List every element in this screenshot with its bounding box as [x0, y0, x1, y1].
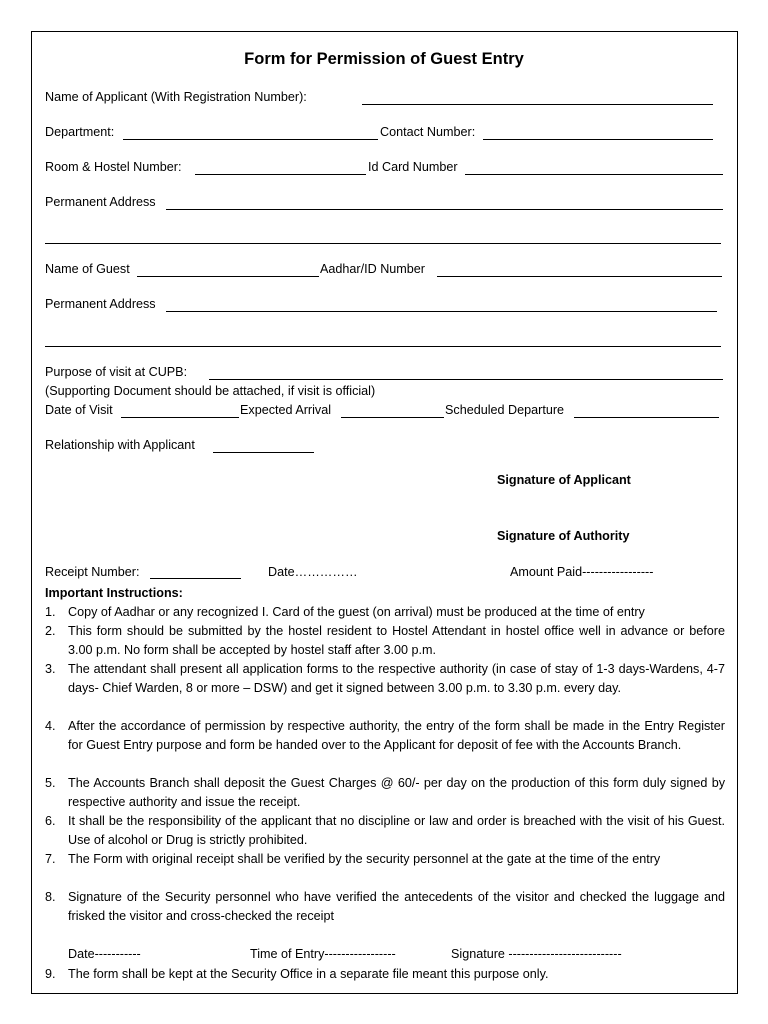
supporting-document-note: (Supporting Document should be attached, if visit is official)	[45, 384, 376, 398]
instruction-number: 8.	[45, 890, 56, 904]
purpose-label: Purpose of visit at CUPB:	[45, 365, 188, 379]
instruction-text: The Form with original receipt shall be verified by the security personnel at the gate at the time of the entry	[68, 852, 661, 866]
instruction-item	[45, 888, 725, 926]
applicant-name-field[interactable]	[362, 104, 713, 105]
guest-permanent-address-field-line2[interactable]	[45, 346, 721, 347]
instruction-text: Copy of Aadhar or any recognized I. Card of the guest (on arrival) must be produced at the time of entry	[68, 605, 645, 619]
instruction-number: 2.	[45, 624, 56, 638]
expected-arrival-label: Expected Arrival	[240, 403, 331, 417]
aadhar-id-label: Aadhar/ID Number	[320, 262, 425, 276]
instruction-number: 5.	[45, 776, 56, 790]
room-hostel-field[interactable]	[195, 174, 366, 175]
instruction-item	[45, 717, 725, 755]
instructions-heading: Important Instructions:	[45, 586, 183, 600]
instruction-item	[45, 850, 725, 869]
instruction-text: The attendant shall present all application forms to the respective authority (in case of stay of 1-3 days-Wardens, 4-7 days- Chief Warden, 8 or more – DSW) and get it signed between 3.00 p.m. to 3.30 p.m. every day.	[68, 662, 725, 695]
scheduled-departure-label: Scheduled Departure	[445, 403, 565, 417]
instruction-item	[45, 965, 725, 984]
security-time-of-entry-label: Time of Entry-----------------	[250, 947, 396, 961]
purpose-field[interactable]	[209, 379, 723, 380]
instruction-item	[45, 622, 725, 660]
instruction-text: The Accounts Branch shall deposit the Guest Charges @ 60/- per day on the production of this form duly signed by respective authority and issue the receipt.	[68, 776, 725, 809]
relationship-field[interactable]	[213, 452, 314, 453]
expected-arrival-field[interactable]	[341, 417, 444, 418]
instruction-item	[45, 812, 725, 850]
date-of-visit-label: Date of Visit	[45, 403, 113, 417]
department-label: Department:	[45, 125, 115, 139]
signature-of-applicant: Signature of Applicant	[497, 473, 631, 487]
security-date-label: Date-----------	[68, 947, 141, 961]
permanent-address-field-line2[interactable]	[45, 243, 721, 244]
department-field[interactable]	[123, 139, 378, 140]
instruction-text: This form should be submitted by the hostel resident to Hostel Attendant in hostel office well in advance or before 3.00 p.m. No form shall be accepted by hostel staff after 3.00 p.m.	[68, 624, 725, 657]
instruction-number: 1.	[45, 605, 56, 619]
instruction-item	[45, 603, 725, 622]
contact-number-label: Contact Number:	[380, 125, 476, 139]
signature-of-authority: Signature of Authority	[497, 529, 630, 543]
permanent-address-field[interactable]	[166, 209, 723, 210]
instruction-number: 6.	[45, 814, 56, 828]
receipt-number-field[interactable]	[150, 578, 241, 579]
security-signature-label: Signature ---------------------------	[451, 947, 622, 961]
instruction-text: Signature of the Security personnel who have verified the antecedents of the visitor and checked the luggage and frisked the visitor and cross-checked the receipt	[68, 890, 725, 923]
instruction-number: 9.	[45, 967, 56, 981]
date-of-visit-field[interactable]	[121, 417, 239, 418]
instruction-text: It shall be the responsibility of the applicant that no discipline or law and order is breached with the visit of his Guest. Use of alcohol or Drug is strictly prohibited.	[68, 814, 725, 847]
permanent-address-label: Permanent Address	[45, 195, 156, 209]
instruction-text: After the accordance of permission by respective authority, the entry of the form shall be made in the Entry Register for Guest Entry purpose and form be handed over to the Applicant for deposit of fee with the Accounts Branch.	[68, 719, 725, 752]
contact-number-field[interactable]	[483, 139, 713, 140]
scheduled-departure-field[interactable]	[574, 417, 719, 418]
instruction-item	[45, 774, 725, 812]
instruction-number: 4.	[45, 719, 56, 733]
aadhar-id-field[interactable]	[437, 276, 722, 277]
instruction-item	[45, 660, 725, 698]
applicant-name-label: Name of Applicant (With Registration Number):	[45, 90, 307, 104]
amount-paid-label: Amount Paid-----------------	[510, 565, 654, 579]
form-title: Form for Permission of Guest Entry	[244, 50, 524, 68]
instruction-text: The form shall be kept at the Security Office in a separate file meant this purpose only.	[68, 967, 549, 981]
relationship-label: Relationship with Applicant	[45, 438, 195, 452]
instruction-number: 3.	[45, 662, 56, 676]
id-card-field[interactable]	[465, 174, 723, 175]
guest-name-label: Name of Guest	[45, 262, 130, 276]
guest-permanent-address-label: Permanent Address	[45, 297, 156, 311]
instruction-number: 7.	[45, 852, 56, 866]
guest-permanent-address-field[interactable]	[166, 311, 717, 312]
room-hostel-label: Room & Hostel Number:	[45, 160, 182, 174]
receipt-date-label: Date……………	[268, 565, 358, 579]
guest-name-field[interactable]	[137, 276, 319, 277]
receipt-number-label: Receipt Number:	[45, 565, 140, 579]
id-card-label: Id Card Number	[368, 160, 458, 174]
